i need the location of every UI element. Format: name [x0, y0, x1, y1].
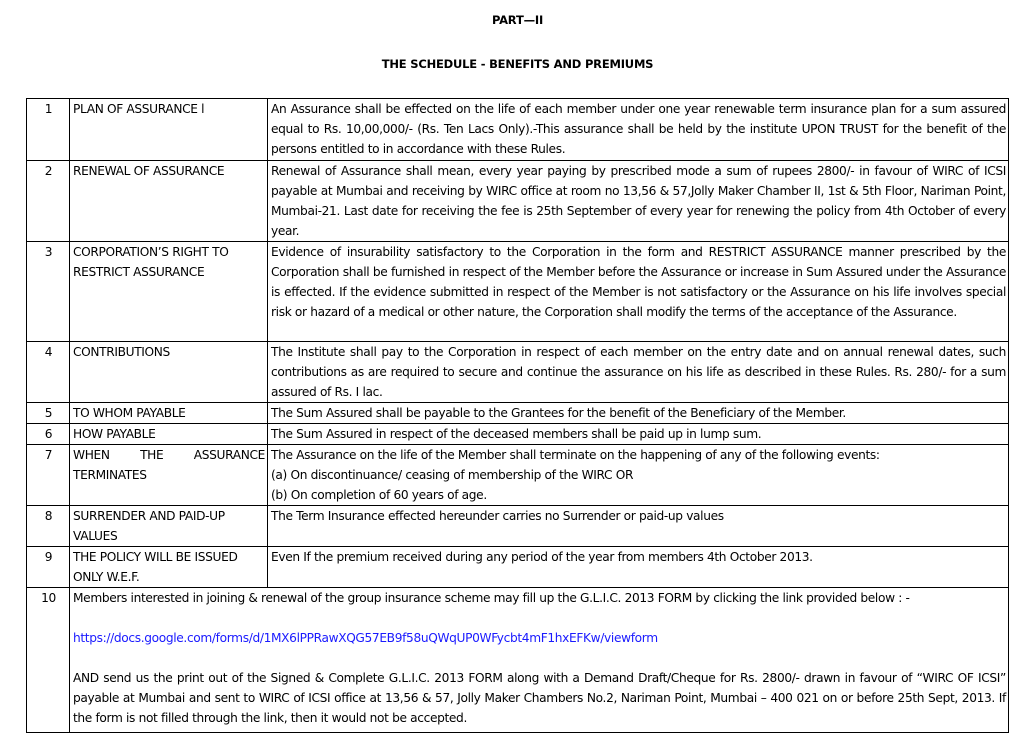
- row-description: The Sum Assured in respect of the deceased members shall be paid up in lump sum.: [268, 424, 1009, 445]
- row-description: [268, 445, 1009, 506]
- table-row: [27, 588, 1009, 733]
- row-number: 1: [27, 99, 70, 161]
- row-description: The Term Insurance effected hereunder carries no Surrender or paid-up values: [268, 506, 1009, 547]
- row-number: 2: [27, 161, 70, 242]
- table-row: [27, 445, 1009, 506]
- row-number: 9: [27, 547, 70, 588]
- schedule-table: [26, 98, 1009, 733]
- row-number: 8: [27, 506, 70, 547]
- form-intro-text: Members interested in joining & renewal of the group insurance scheme may fill up the G.L.I.C. 2013 FORM by clicking the link provided below : -: [73, 591, 910, 605]
- row-label-line: TERMINATES: [73, 468, 147, 482]
- row-label-line: WHEN THE ASSURANCE: [73, 448, 265, 462]
- part-title: PART—II: [491, 13, 544, 27]
- table-row: [27, 342, 1009, 403]
- row-number: 10: [27, 588, 70, 733]
- table-row: [27, 506, 1009, 547]
- table-row: [27, 99, 1009, 161]
- row-description: Even If the premium received during any period of the year from members 4th October 2013.: [268, 547, 1009, 588]
- row-description: [70, 588, 1009, 733]
- row-number: 5: [27, 403, 70, 424]
- row-description: Renewal of Assurance shall mean, every year paying by prescribed mode a sum of rupees 2800/- in favour of WIRC of ICSI payable at Mumbai and receiving by WIRC office at room no 13,56 & 57,Jolly Maker Chamber II, 1st & 5th Floor, Nariman Point, Mumbai-21. Last date for receiving the fee is 25th September of every year for renewing the policy from 4th October of every year.: [268, 161, 1009, 242]
- description-line: (b) On completion of 60 years of age.: [271, 488, 487, 502]
- schedule-title: THE SCHEDULE - BENEFITS AND PREMIUMS: [381, 57, 654, 71]
- table-row: [27, 424, 1009, 445]
- row-label: RENEWAL OF ASSURANCE: [70, 161, 268, 242]
- table-row: [27, 403, 1009, 424]
- row-label: CONTRIBUTIONS: [70, 342, 268, 403]
- row-label: HOW PAYABLE: [70, 424, 268, 445]
- row-description: The Institute shall pay to the Corporation in respect of each member on the entry date and on annual renewal dates, such contributions as are required to secure and continue the assurance on his life as described in these Rules. Rs. 280/- for a sum assured of Rs. I lac.: [268, 342, 1009, 403]
- spacer: [73, 608, 1006, 628]
- row-label: PLAN OF ASSURANCE l: [70, 99, 268, 161]
- row-label: THE POLICY WILL BE ISSUED ONLY W.E.F.: [70, 547, 268, 588]
- form-instructions-text: AND send us the print out of the Signed & Complete G.L.I.C. 2013 FORM along with a Demand Draft/Cheque for Rs. 2800/- drawn in favour of “WIRC OF ICSI” payable at Mumbai and sent to WIRC of ICSI office at 13,56 & 57, Jolly Maker Chambers No.2, Nariman Point, Mumbai – 400 021 on or before 25th Sept, 2013. If the form is not filled through the link, then it would not be accepted.: [73, 671, 1006, 725]
- row-label: SURRENDER AND PAID-UP VALUES: [70, 506, 268, 547]
- row-number: 3: [27, 242, 70, 342]
- google-form-link[interactable]: https://docs.google.com/forms/d/1MX6lPPRawXQG57EB9f58uQWqUP0WFycbt4mF1hxEFKw/viewform: [73, 631, 658, 645]
- row-description: An Assurance shall be effected on the life of each member under one year renewable term insurance plan for a sum assured equal to Rs. 10,00,000/- (Rs. Ten Lacs Only).-This assurance shall be held by the institute UPON TRUST for the benefit of the persons entitled to in accordance with these Rules.: [268, 99, 1009, 161]
- spacer: [73, 648, 1006, 668]
- table-row: [27, 547, 1009, 588]
- row-number: 7: [27, 445, 70, 506]
- table-row: [27, 161, 1009, 242]
- row-number: 4: [27, 342, 70, 403]
- row-label: TO WHOM PAYABLE: [70, 403, 268, 424]
- description-line: The Assurance on the life of the Member shall terminate on the happening of any of the following events:: [271, 448, 880, 462]
- row-label: [70, 445, 268, 506]
- row-number: 6: [27, 424, 70, 445]
- row-label: CORPORATION’S RIGHT TO RESTRICT ASSURANCE: [70, 242, 268, 342]
- row-description: Evidence of insurability satisfactory to the Corporation in the form and RESTRICT ASSURANCE manner prescribed by the Corporation shall be furnished in respect of the Member before the Assurance or increase in Sum Assured under the Assurance is effected. If the evidence submitted in respect of the Member is not satisfactory or the Assurance on his life involves special risk or hazard of a medical or other nature, the Corporation shall modify the terms of the acceptance of the Assurance.: [268, 242, 1009, 342]
- description-line: (a) On discontinuance/ ceasing of membership of the WIRC OR: [271, 468, 634, 482]
- row-description: The Sum Assured shall be payable to the Grantees for the benefit of the Beneficiary of the Member.: [268, 403, 1009, 424]
- table-row: [27, 242, 1009, 342]
